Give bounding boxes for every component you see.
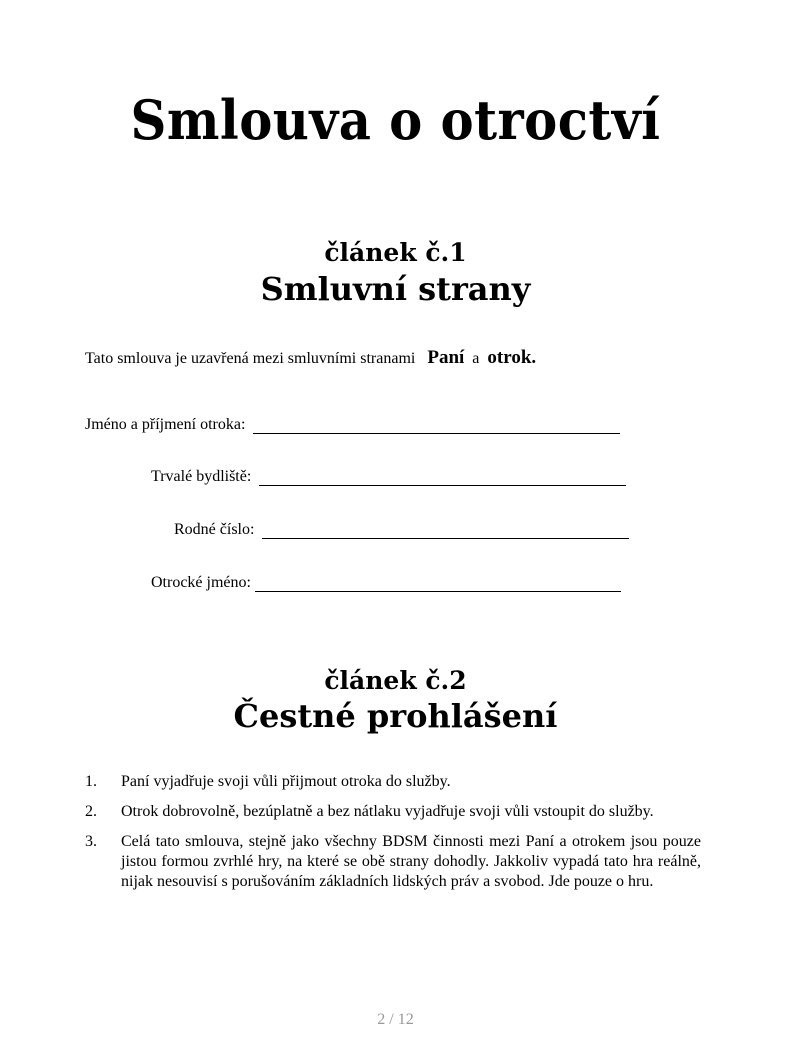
field-slave-name [151, 574, 621, 592]
list-item-number: 1. [85, 773, 97, 790]
field-label: Jméno a příjmení otroka: [85, 416, 246, 433]
field-label: Trvalé bydliště: [151, 468, 252, 485]
field-blank-line[interactable] [259, 471, 626, 486]
document-title: Smlouva o otroctví [130, 88, 661, 152]
party-slave: otrok. [487, 347, 537, 368]
field-address [151, 468, 626, 486]
article-2-number: článek č.2 [324, 666, 467, 695]
field-full-name [85, 416, 620, 434]
article-1-title: Smluvní strany [260, 270, 531, 308]
list-item-number: 2. [85, 803, 97, 820]
intro-text: Tato smlouva je uzavřená mezi smluvními stranami [85, 350, 416, 367]
article-1-number: článek č.1 [324, 238, 467, 267]
field-birth-number [174, 521, 629, 539]
list-item-text: Paní vyjadřuje svoji vůli přijmout otroka do služby. [121, 773, 451, 790]
field-blank-line[interactable] [255, 577, 621, 592]
party-mistress: Paní [427, 347, 465, 368]
list-item-number: 3. [85, 833, 97, 850]
contract-parties-statement [85, 347, 544, 369]
field-blank-line[interactable] [253, 419, 620, 434]
party-joiner: a [472, 350, 480, 367]
field-label: Rodné číslo: [174, 521, 255, 538]
declaration-list [85, 772, 701, 902]
list-item [85, 772, 701, 792]
page-indicator: 2 / 12 [377, 1011, 414, 1028]
list-item [85, 832, 701, 892]
list-item-text: Otrok dobrovolně, bezúplatně a bez nátlaku vyjadřuje svoji vůli vstoupit do služby. [121, 803, 654, 820]
field-blank-line[interactable] [262, 524, 629, 539]
article-2-title: Čestné prohlášení [233, 697, 558, 735]
list-item-text: Celá tato smlouva, stejně jako všechny BDSM činnosti mezi Paní a otrokem jsou pouze jistou formou zvrhlé hry, na které se obě strany dohodly. Jakkoliv vypadá tato hra reálně, nijak nesouvisí s porušováním základních lidských práv a svobod. Jde pouze o hru. [121, 833, 701, 890]
list-item [85, 802, 701, 822]
field-label: Otrocké jméno: [151, 574, 251, 591]
